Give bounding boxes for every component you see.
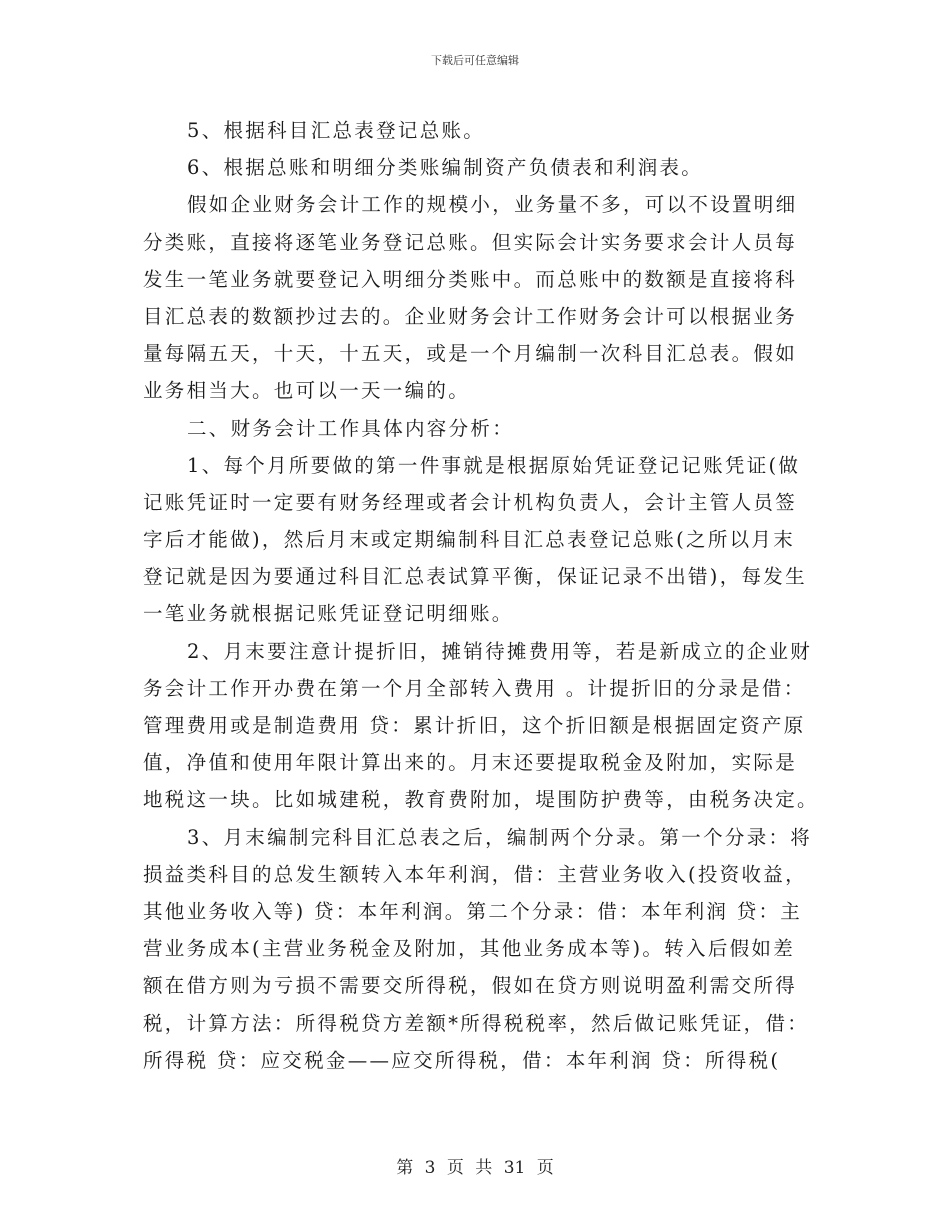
text-line: 假如企业财务会计工作的规模小，业务量不多，可以不设置明细 — [187, 193, 798, 217]
text-line: 值，净值和使用年限计算出来的。月末还要提取税金及附加，实际是 — [143, 751, 798, 775]
page-header: 下载后可任意编辑 — [431, 54, 519, 67]
text-line: 登记就是因为要通过科目汇总表试算平衡，保证记录不出错)，每发生 — [143, 565, 807, 589]
text-line: 2、月末要注意计提折旧，摊销待摊费用等，若是新成立的企业财 — [187, 639, 813, 663]
text-line: 3、月末编制完科目汇总表之后，编制两个分录。第一个分录：将 — [187, 825, 813, 849]
text-line: 目汇总表的数额抄过去的。企业财务会计工作财务会计可以根据业务 — [143, 304, 798, 328]
text-line: 损益类科目的总发生额转入本年利润，借：主营业务收入(投资收益， — [143, 862, 807, 886]
text-line: 分类账，直接将逐笔业务登记总账。但实际会计实务要求会计人员每 — [143, 230, 798, 254]
text-line: 业务相当大。也可以一天一编的。 — [143, 379, 471, 403]
text-line: 所得税 贷：应交税金——应交所得税，借：本年利润 贷：所得税( — [143, 1048, 781, 1072]
section-heading: 二、财务会计工作具体内容分析： — [187, 416, 515, 440]
text-line: 字后才能做)，然后月末或定期编制科目汇总表登记总账(之所以月末 — [143, 528, 796, 552]
text-line: 5、根据科目汇总表登记总账。 — [187, 119, 486, 142]
text-line: 1、每个月所要做的第一件事就是根据原始凭证登记记账凭证(做 — [187, 453, 801, 477]
text-line: 务会计工作开办费在第一个月全部转入费用 。计提折旧的分录是借： — [143, 676, 806, 700]
text-line: 营业务成本(主营业务税金及附加，其他业务成本等)。转入后假如差 — [143, 937, 796, 961]
text-line: 额在借方则为亏损不需要交所得税，假如在贷方则说明盈利需交所得 — [143, 974, 798, 998]
page-number-footer: 第 3 页 共 31 页 — [396, 1158, 554, 1178]
text-line: 管理费用或是制造费用 贷：累计折旧，这个折旧额是根据固定资产原 — [143, 714, 806, 737]
text-line: 发生一笔业务就要登记入明细分类账中。而总账中的数额是直接将科 — [143, 267, 798, 291]
text-line: 税，计算方法：所得税贷方差额*所得税税率，然后做记账凭证，借： — [143, 1011, 810, 1035]
document-body — [143, 112, 819, 1079]
text-line: 6、根据总账和明细分类账编制资产负债表和利润表。 — [187, 156, 704, 180]
text-line: 一笔业务就根据记账凭证登记明细账。 — [143, 602, 514, 626]
text-line: 地税这一块。比如城建税，教育费附加，堤围防护费等，由税务决定。 — [143, 788, 819, 812]
text-line: 量每隔五天，十天，十五天，或是一个月编制一次科目汇总表。假如 — [143, 342, 798, 366]
text-line: 记账凭证时一定要有财务经理或者会计机构负责人，会计主管人员签 — [143, 490, 798, 514]
text-line: 其他业务收入等) 贷：本年利润。第二个分录：借：本年利润 贷：主 — [143, 899, 803, 923]
